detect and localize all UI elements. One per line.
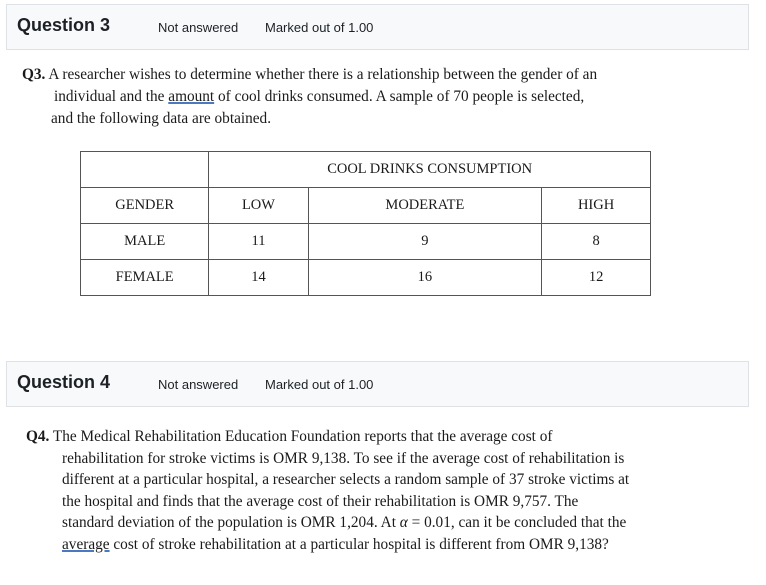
question-3-header bbox=[6, 4, 749, 50]
question-4-header bbox=[6, 361, 749, 407]
question-3-text bbox=[22, 64, 722, 130]
table-cell: 9 bbox=[308, 224, 542, 260]
table-header-row bbox=[81, 188, 651, 224]
table-caption: COOL DRINKS CONSUMPTION bbox=[209, 152, 651, 188]
header-cell: GENDER bbox=[81, 188, 209, 224]
table-cell: 8 bbox=[542, 224, 651, 260]
table-cell: 14 bbox=[209, 260, 308, 296]
question-3-line-2a: individual and the bbox=[54, 88, 169, 105]
question-3-line-2b: of cool drinks consumed. A sample of 70 people is selected, bbox=[214, 88, 585, 105]
question-4-line-1-text: The Medical Rehabilitation Education Foundation reports that the average cost of bbox=[49, 428, 553, 445]
header-cell: HIGH bbox=[542, 188, 651, 224]
table-row bbox=[81, 224, 651, 260]
question-4-title: Question 4 bbox=[17, 372, 111, 392]
contingency-table bbox=[80, 151, 651, 296]
header-cell: MODERATE bbox=[308, 188, 542, 224]
question-4-label: Q4. bbox=[26, 428, 50, 445]
question-4-line-5a: standard deviation of the population is OMR 1,204. At bbox=[62, 514, 400, 531]
question-4-line-3: different at a particular hospital, a researcher selects a random sample of 37 stroke victims at bbox=[62, 471, 630, 488]
table-cell: 11 bbox=[209, 224, 308, 260]
question-3-line-1-text: A researcher wishes to determine whether there is a relationship between the gender of an bbox=[45, 66, 598, 83]
question-4-line-5 bbox=[26, 512, 736, 534]
question-3-state: Not answered bbox=[158, 20, 239, 35]
question-4-line-1 bbox=[26, 426, 736, 448]
question-4-mark: Marked out of 1.00 bbox=[265, 377, 374, 392]
spellcheck-underlined-word: amount bbox=[168, 88, 215, 105]
question-3-line-1 bbox=[22, 64, 722, 86]
table-cell: 16 bbox=[308, 260, 542, 296]
question-4-line-2: rehabilitation for stroke victims is OMR 9,138. To see if the average cost of rehabilitation is bbox=[62, 449, 625, 467]
table-cell: FEMALE bbox=[81, 260, 209, 296]
alpha-symbol: α bbox=[399, 514, 408, 531]
question-3-line-2 bbox=[22, 86, 722, 108]
empty-corner-cell bbox=[81, 152, 209, 188]
header-cell: LOW bbox=[209, 188, 308, 224]
question-3-mark: Marked out of 1.00 bbox=[265, 20, 374, 35]
table-cell: 12 bbox=[542, 260, 651, 296]
table-cell: MALE bbox=[81, 224, 209, 260]
table-row bbox=[81, 260, 651, 296]
question-4-line-6b: cost of stroke rehabilitation at a particular hospital is different from OMR 9,138? bbox=[109, 535, 609, 553]
question-4-line-4: the hospital and finds that the average cost of their rehabilitation is OMR 9,757. The bbox=[62, 492, 579, 510]
spellcheck-underlined-word: average bbox=[62, 535, 110, 553]
question-3-title: Question 3 bbox=[17, 15, 111, 35]
question-4-state: Not answered bbox=[158, 377, 239, 392]
question-3-line-3: and the following data are obtained. bbox=[51, 110, 272, 127]
question-4-text bbox=[26, 426, 736, 555]
question-4-line-5b: = 0.01, can it be concluded that the bbox=[407, 514, 627, 531]
question-3-label: Q3. bbox=[22, 66, 46, 83]
question-4-line-6 bbox=[26, 534, 736, 556]
